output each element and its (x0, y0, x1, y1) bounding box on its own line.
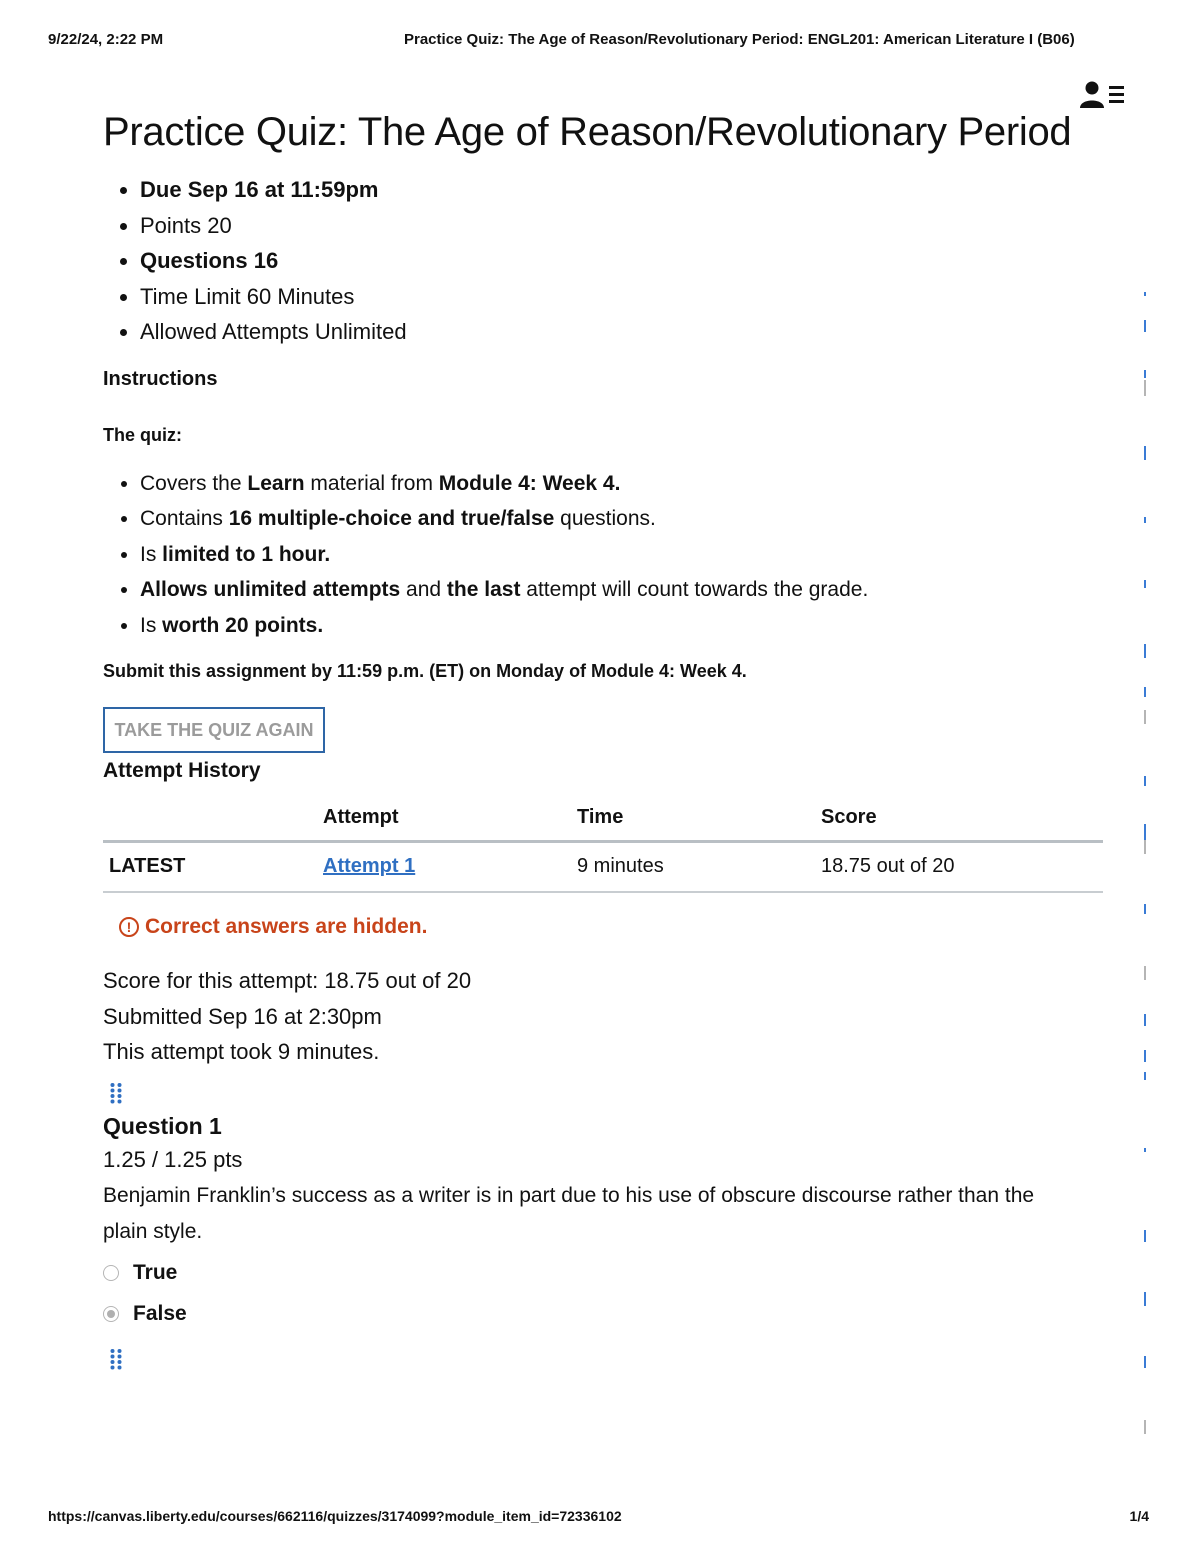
question-1-title: Question 1 (103, 1112, 222, 1139)
attempt-1-link[interactable]: Attempt 1 (323, 854, 416, 877)
print-url: https://canvas.liberty.edu/courses/662116/quizzes/3174099?module_item_id=72336102 (48, 1508, 622, 1524)
take-quiz-again-button[interactable]: TAKE THE QUIZ AGAIN (103, 707, 325, 753)
meta-points: • Points 20 (140, 208, 1103, 244)
attempt-history-table (103, 796, 1103, 893)
meta-allowed-attempts: • Allowed Attempts Unlimited (140, 314, 1103, 350)
print-doc-title: Practice Quiz: The Age of Reason/Revolutionary Period: ENGL201: American Literature I (B06) (404, 31, 1075, 48)
table-row (103, 842, 1103, 893)
correct-answers-hidden-notice (119, 915, 1103, 939)
quiz-meta-list (103, 172, 1103, 350)
answer-label-true: True (133, 1260, 178, 1284)
quiz-points-list (103, 466, 1103, 644)
meta-questions: • Questions 16 (140, 243, 1103, 279)
attempt-history-title: Attempt History (103, 759, 261, 782)
drag-handle-icon[interactable] (109, 1348, 123, 1370)
attempt-summary (103, 963, 1103, 1070)
list-item: • Allows unlimited attempts and the last attempt will count towards the grade. (140, 572, 1103, 608)
question-navigation-rail (1140, 280, 1150, 1440)
answer-option-true[interactable] (103, 1255, 1103, 1291)
print-date: 9/22/24, 2:22 PM (48, 31, 164, 48)
list-item: • Covers the Learn material from Module 4: Week 4. (140, 466, 1103, 502)
instructions-heading: Instructions (103, 367, 218, 390)
column-header (103, 796, 317, 842)
question-1-points: 1.25 / 1.25 pts (103, 1146, 243, 1172)
time-cell: 9 minutes (571, 842, 815, 893)
score-cell: 18.75 out of 20 (815, 842, 1103, 893)
table-header-row (103, 796, 1103, 842)
meta-due: • Due Sep 16 at 11:59pm (140, 172, 1103, 208)
warning-icon: ! (119, 917, 139, 937)
drag-handle-icon[interactable] (109, 1082, 123, 1104)
latest-tag: LATEST (103, 842, 317, 893)
attempt-duration: This attempt took 9 minutes. (103, 1039, 380, 1064)
list-item: • Is worth 20 points. (140, 608, 1103, 644)
list-item: • Is limited to 1 hour. (140, 537, 1103, 573)
answer-label-false: False (133, 1301, 187, 1325)
quiz-content (103, 100, 1103, 1370)
page-number: 1/4 (1129, 1508, 1149, 1524)
answer-option-false[interactable] (103, 1296, 1103, 1332)
attempt-submitted: Submitted Sep 16 at 2:30pm (103, 1003, 382, 1029)
radio-true[interactable] (103, 1265, 119, 1281)
notice-text: Correct answers are hidden. (145, 915, 428, 938)
column-header-attempt: Attempt (317, 796, 571, 842)
radio-false-selected[interactable] (103, 1306, 119, 1322)
submit-note: Submit this assignment by 11:59 p.m. (ET) on Monday of Module 4: Week 4. (103, 661, 747, 681)
list-item: • Contains 16 multiple-choice and true/false questions. (140, 501, 1103, 537)
print-footer (48, 1508, 1152, 1528)
column-header-score: Score (815, 796, 1103, 842)
attempt-score: Score for this attempt: 18.75 out of 20 (103, 968, 472, 993)
print-header (48, 31, 1152, 51)
meta-time-limit: • Time Limit 60 Minutes (140, 279, 1103, 315)
quiz-label: The quiz: (103, 424, 182, 445)
page-title: Practice Quiz: The Age of Reason/Revolutionary Period (103, 110, 1072, 154)
question-1-text: Benjamin Franklin’s success as a writer is in part due to his use of obscure discourse rather than the plain style. (103, 1183, 1035, 1243)
column-header-time: Time (571, 796, 815, 842)
attempt-cell (317, 842, 571, 893)
